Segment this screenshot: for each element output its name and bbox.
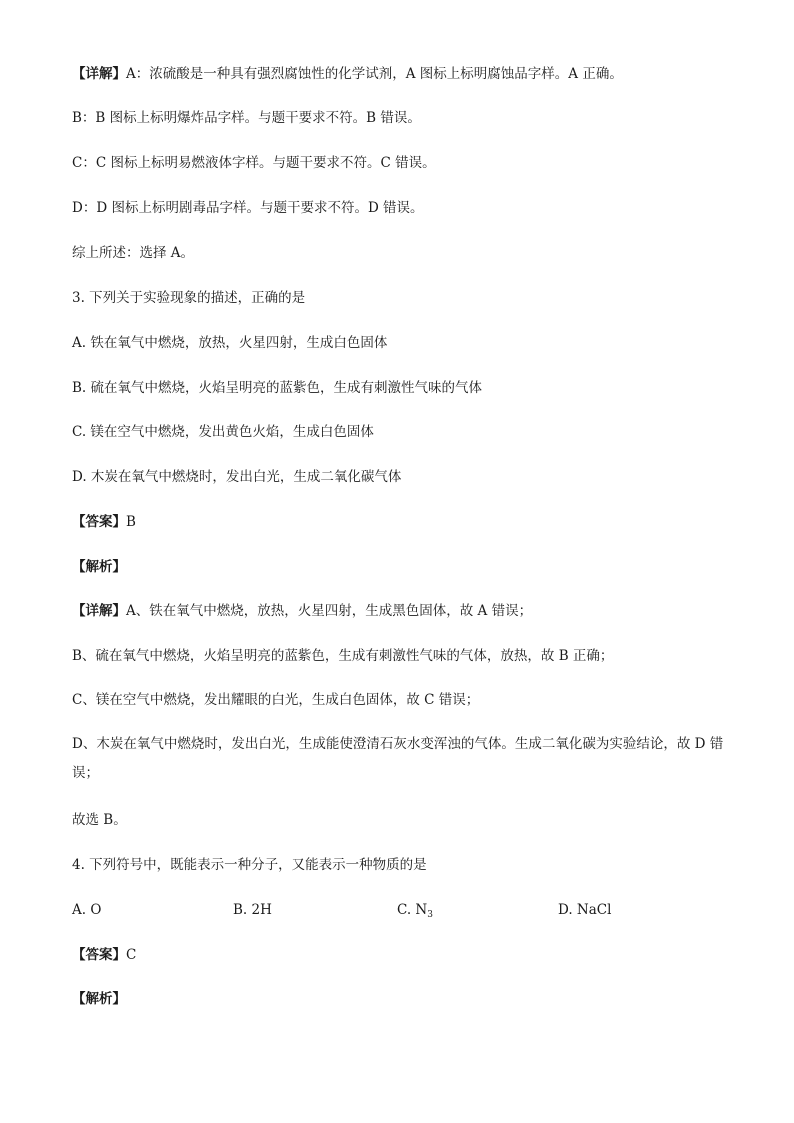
- question-4-option-d: D. NaCl: [558, 902, 612, 918]
- question-4-stem: 4. 下列符号中，既能表示一种分子，又能表示一种物质的是: [72, 857, 427, 873]
- answer-value: C: [126, 947, 137, 963]
- question-3-stem: 3. 下列关于实验现象的描述，正确的是: [72, 290, 306, 306]
- question-4-option-b: B. 2H: [233, 902, 272, 918]
- question-3-detail-a: [72, 601, 532, 621]
- detail-text-a: A、铁在氧气中燃烧，放热，火星四射，生成黑色固体，故 A 错误；: [126, 603, 533, 619]
- option-c-subscript: 3: [427, 910, 433, 920]
- detail-tag: 【详解】: [72, 603, 126, 619]
- question-3-option-b: B. 硫在氧气中燃烧，火焰呈明亮的蓝紫色，生成有刺激性气味的气体: [72, 380, 483, 396]
- question-3-detail-d: D、木炭在氧气中燃烧时，发出白光，生成能使澄清石灰水变浑浊的气体。生成二氧化碳为实验结论，故 D 错误；: [72, 736, 724, 781]
- detail-paragraph-c: C：C 图标上标明易燃液体字样。与题干要求不符。C 错误。: [72, 155, 436, 171]
- question-3-conclusion: 故选 B。: [72, 812, 127, 828]
- detail-paragraph-b: B：B 图标上标明爆炸品字样。与题干要求不符。B 错误。: [72, 110, 421, 126]
- option-c-symbol: C. N: [397, 902, 428, 918]
- question-4-analysis-tag: 【解析】: [72, 991, 126, 1007]
- question-3-option-d: D. 木炭在氧气中燃烧时，发出白光，生成二氧化碳气体: [72, 469, 402, 485]
- answer-tag: 【答案】: [72, 947, 126, 963]
- question-3-detail-b: B、硫在氧气中燃烧，火焰呈明亮的蓝紫色，生成有刺激性气味的气体，放热，故 B 正确；: [72, 648, 614, 664]
- question-3-detail-c: C、镁在空气中燃烧，发出耀眼的白光，生成白色固体，故 C 错误；: [72, 692, 480, 708]
- question-4-option-a: A. O: [72, 902, 102, 918]
- answer-value: B: [126, 514, 136, 530]
- summary-line: 综上所述：选择 A。: [72, 245, 195, 261]
- detail-tag: 【详解】: [72, 66, 126, 82]
- question-4-answer: [72, 945, 136, 965]
- detail-paragraph-a: [72, 64, 623, 84]
- question-3-option-a: A. 铁在氧气中燃烧，放热，火星四射，生成白色固体: [72, 335, 388, 351]
- question-3-analysis-tag: 【解析】: [72, 559, 126, 575]
- detail-text-a: A：浓硫酸是一种具有强烈腐蚀性的化学试剂，A 图标上标明腐蚀品字样。A 正确。: [126, 66, 623, 82]
- question-3-answer: [72, 512, 136, 532]
- detail-paragraph-d: D：D 图标上标明剧毒品字样。与题干要求不符。D 错误。: [72, 200, 424, 216]
- answer-tag: 【答案】: [72, 514, 126, 530]
- question-4-option-c: [397, 900, 433, 920]
- question-3-option-c: C. 镁在空气中燃烧，发出黄色火焰，生成白色固体: [72, 424, 374, 440]
